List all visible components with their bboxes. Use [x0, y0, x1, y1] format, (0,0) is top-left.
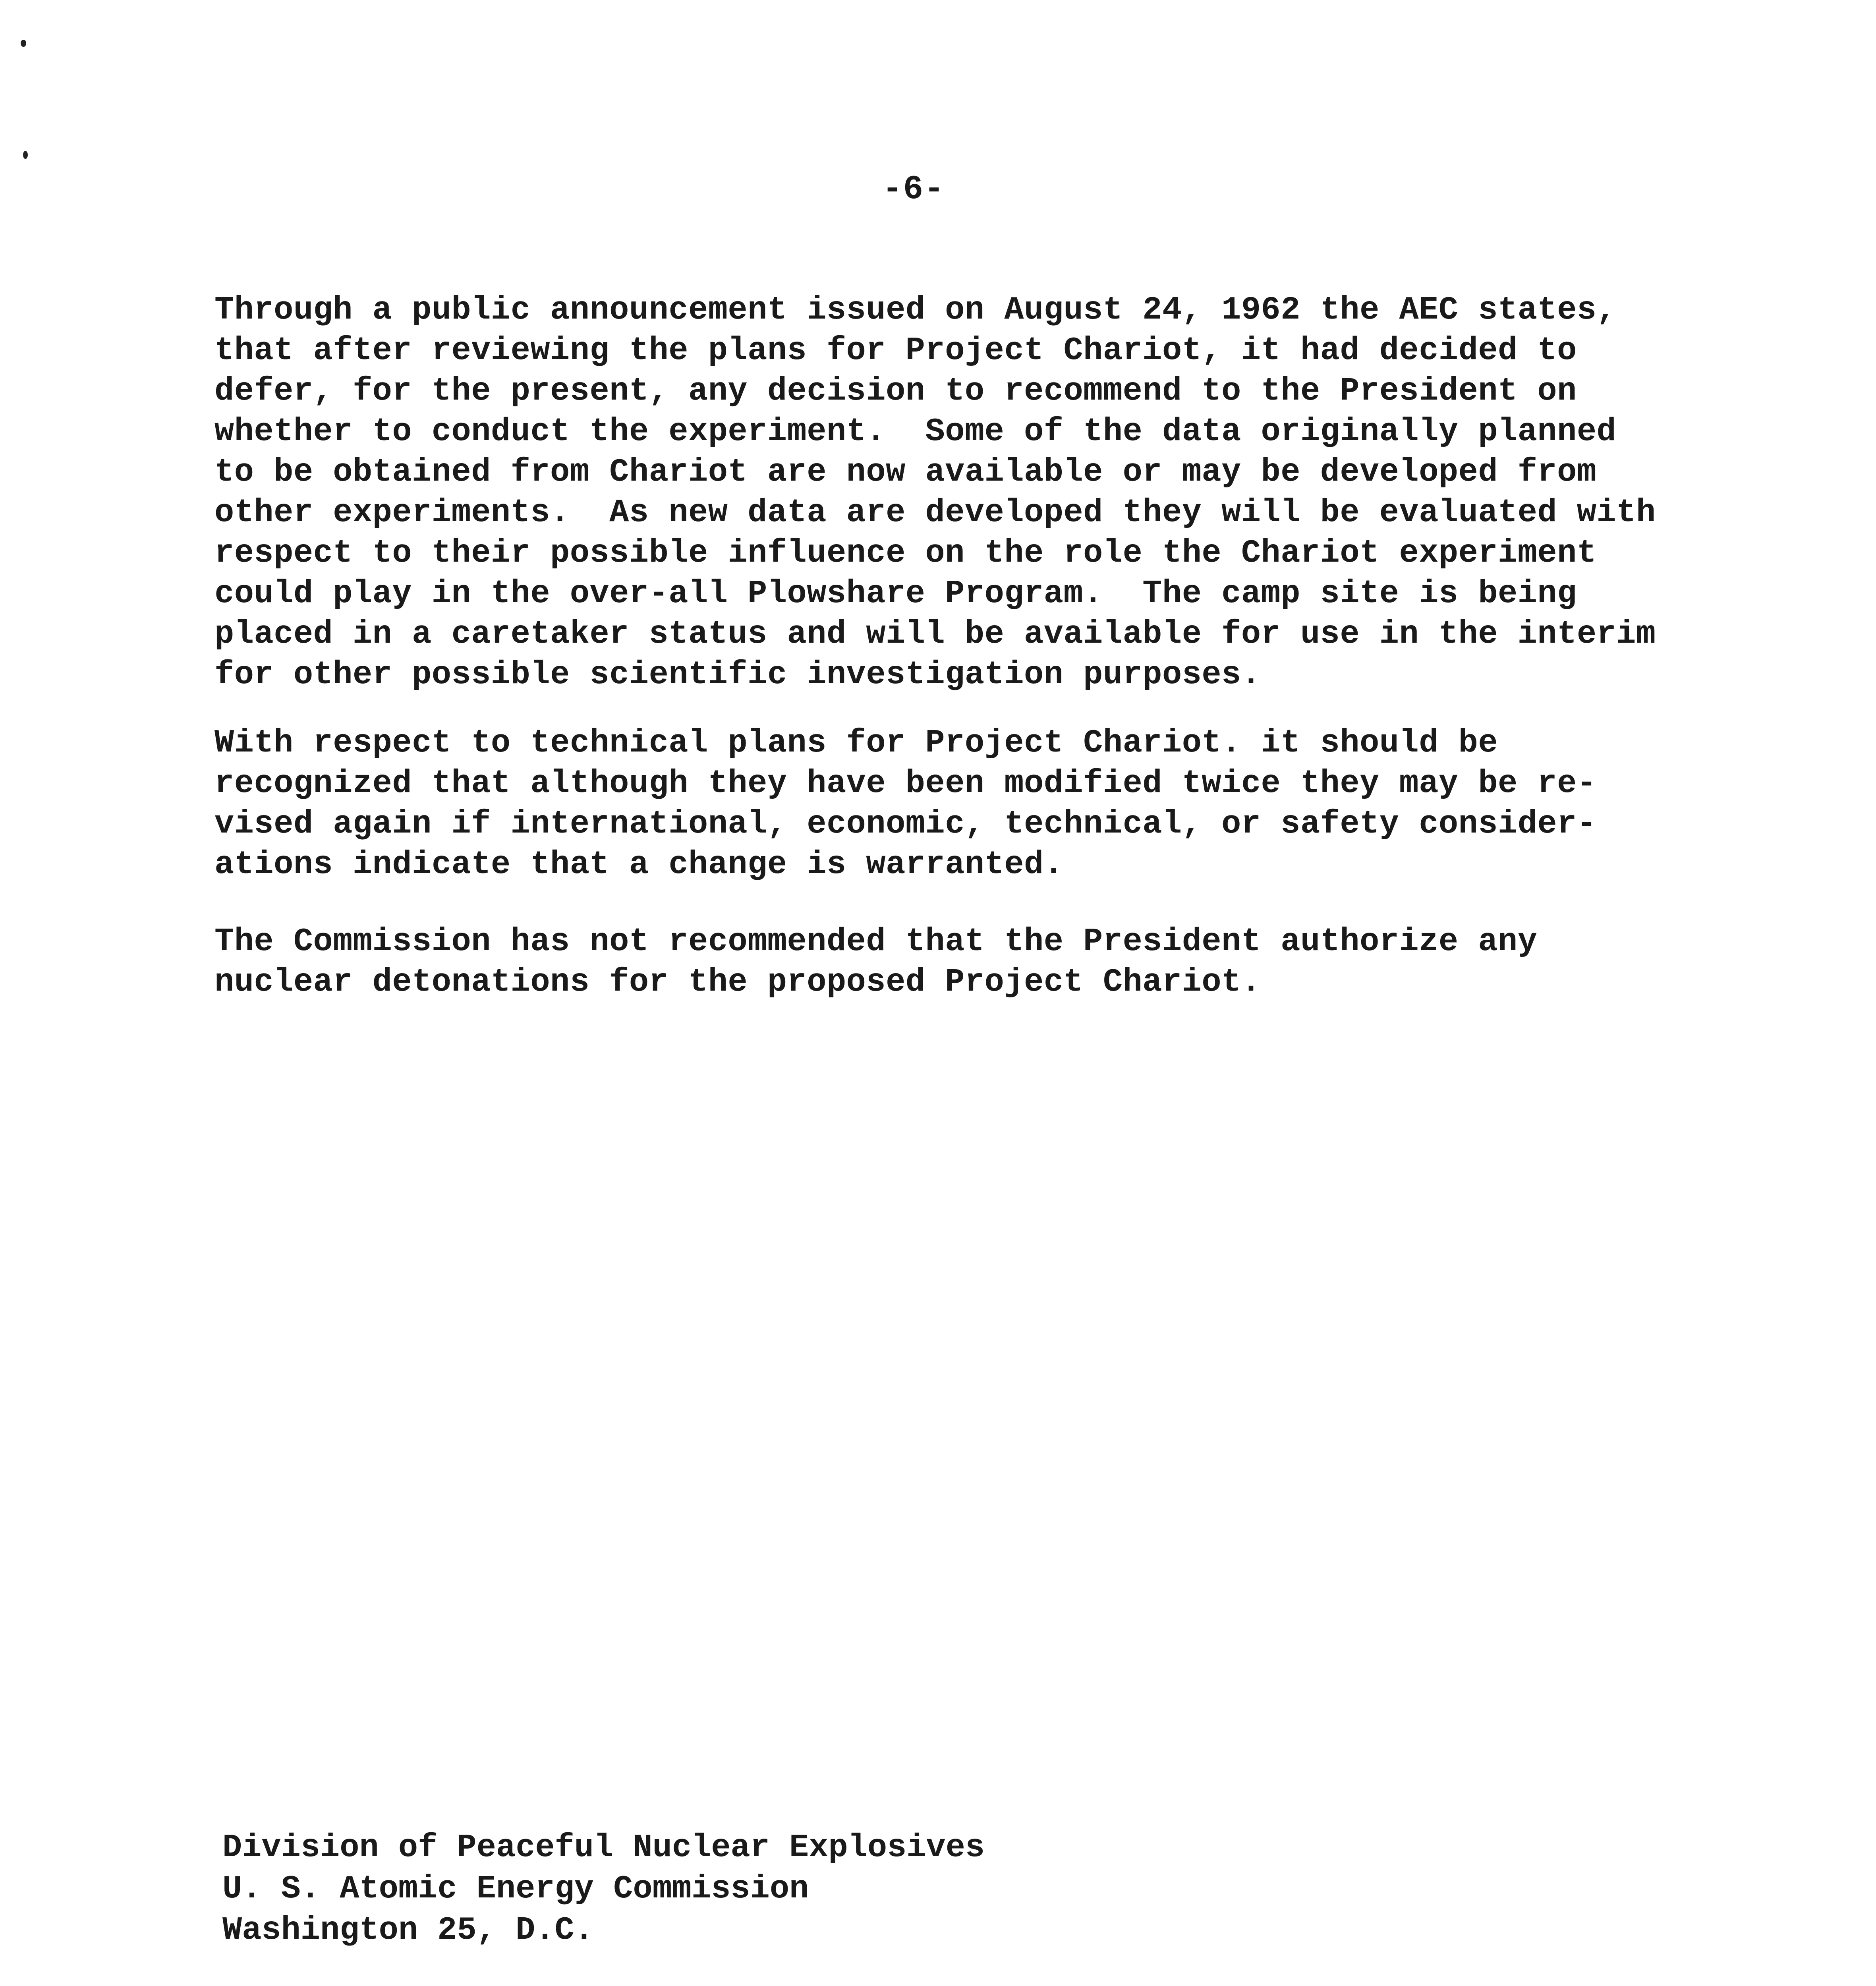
text-line: whether to conduct the experiment. Some of the data originally planned [214, 413, 1617, 450]
signature-division: Division of Peaceful Nuclear Explosives [222, 1829, 985, 1866]
page-number: -6- [882, 171, 945, 209]
text-line: nuclear detonations for the proposed Project Chariot. [214, 964, 1261, 1001]
text-line: The Commission has not recommended that the President authorize any [214, 923, 1538, 960]
text-line: could play in the over-all Plowshare Program. The camp site is being [214, 575, 1577, 612]
paragraph-announcement [214, 290, 1684, 695]
paragraph-commission-statement [214, 922, 1684, 1003]
signature-agency: U. S. Atomic Energy Commission [222, 1870, 809, 1907]
scan-artifact-mark [21, 40, 26, 47]
text-line: With respect to technical plans for Project Chariot. it should be [214, 724, 1498, 761]
text-line: Through a public announcement issued on August 24, 1962 the AEC states, [214, 292, 1617, 328]
text-line: defer, for the present, any decision to recommend to the President on [214, 373, 1577, 410]
signature-address: Washington 25, D.C. [222, 1912, 594, 1949]
text-line: placed in a caretaker status and will be available for use in the interim [214, 616, 1656, 653]
text-line: ations indicate that a change is warranted. [214, 846, 1064, 883]
text-line: respect to their possible influence on the role the Chariot experiment [214, 535, 1597, 572]
text-line: to be obtained from Chariot are now available or may be developed from [214, 454, 1597, 491]
text-line: for other possible scientific investigation purposes. [214, 656, 1261, 693]
text-line: that after reviewing the plans for Project Chariot, it had decided to [214, 332, 1577, 369]
text-line: vised again if international, economic, technical, or safety consider- [214, 806, 1597, 842]
paragraph-technical-plans [214, 723, 1684, 885]
text-line: recognized that although they have been modified twice they may be re- [214, 765, 1597, 802]
text-line: other experiments. As new data are developed they will be evaluated with [214, 494, 1656, 531]
signature-block [222, 1827, 1255, 1951]
scan-artifact-mark [23, 151, 28, 159]
